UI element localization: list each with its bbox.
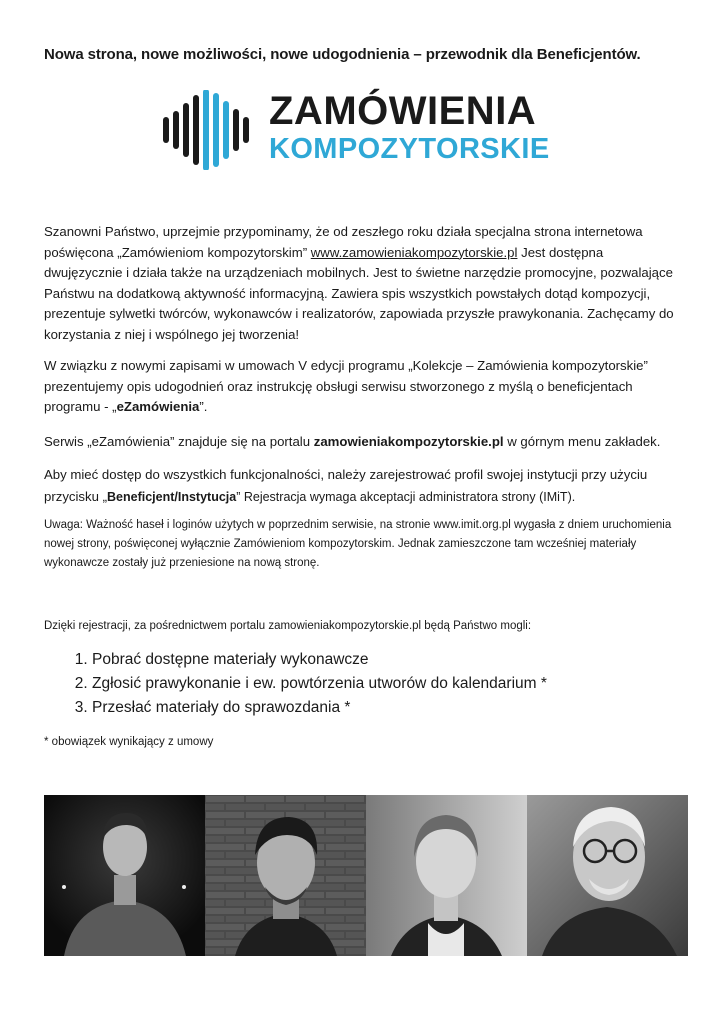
website-link[interactable]: www.zamowieniakompozytorskie.pl: [310, 244, 518, 260]
note-paragraph: Uwaga: Ważność haseł i loginów użytych w poprzednim serwisie, na stronie www.imit.org.pl wygasła z dniem uruchomienia nowej strony, poświęconej wyłącznie Zamówieniom kompozytorskim. Jednak zamieszczone tam wcześniej materiały wykonawcze zostały już przeniesione na nową stronę.: [44, 519, 672, 569]
sound-wave-icon: [162, 90, 254, 170]
service-name: eZamówienia: [116, 399, 200, 414]
logo-line-1: ZAMÓWIENIA: [269, 89, 537, 133]
photo-man-glasses: [527, 795, 688, 956]
page-title: Nowa strona, nowe możliwości, nowe udogodnienia – przewodnik dla Beneficjentów.: [44, 46, 641, 63]
portal-name: zamowieniakompozytorskie.pl: [313, 434, 504, 449]
registration-paragraph: Aby mieć dostęp do wszystkich funkcjonalności, należy zarejestrować profil swojej instytucji przy użyciu przycisku „Beneficjent/Instytucja” Rejestracja wymaga akceptacji administratora strony (IMiT).: [44, 467, 648, 504]
logo-line-2: KOMPOZYTORSKIE: [269, 133, 550, 165]
list-item: 3. Przesłać materiały do sprawozdania *: [92, 696, 547, 720]
intro-paragraph: Szanowni Państwo, uprzejmie przypominamy, że od zeszłego roku działa specjalna strona internetowa poświęcona „Zamówieniom kompozytorskim” www.zamowieniakompozytorskie.pl Jest dostępna dwujęzycznie i działa także na urządzeniach mobilnych. Jest to świetne narzędzie promocyjne, pozwalające Państwu na dodatkową aktywność informacyjną. Zawiera spis wszystkich powstałych dotąd kompozycji, prezentuje sylwetki twórców, wykonawców i realizatorów, zapowiada przyszłe prawykonania. Zachęcamy do korzystania z niej i wspólnego jej tworzenia!: [44, 224, 674, 342]
photo-woman-dark: [44, 795, 205, 956]
beneficiary-button-name: Beneficjent/Instytucja: [107, 490, 237, 504]
portal-paragraph: Serwis „eZamówienia” znajduje się na portalu zamowieniakompozytorskie.pl w górnym menu zakładek.: [44, 434, 661, 449]
list-item: 1. Pobrać dostępne materiały wykonawcze: [92, 648, 547, 672]
logo: [162, 90, 562, 170]
program-paragraph: W związku z nowymi zapisami w umowach V edycji programu „Kolekcje – Zamówienia kompozytorskie” prezentujemy opis udogodnień oraz instrukcję obsługi serwisu stworzonego z myślą o beneficjentach programu - „eZamówienia”.: [44, 358, 648, 414]
list-item: 2. Zgłosić prawykonanie i ew. powtórzenia utworów do kalendarium *: [92, 672, 547, 696]
photo-strip: [44, 795, 688, 956]
benefits-intro: Dzięki rejestracji, za pośrednictwem portalu zamowieniakompozytorskie.pl będą Państwo mogli:: [44, 620, 532, 632]
footnote: * obowiązek wynikający z umowy: [44, 736, 214, 748]
benefits-list: [44, 648, 547, 720]
photo-woman-light: [366, 795, 527, 956]
photo-man-brick: [205, 795, 366, 956]
